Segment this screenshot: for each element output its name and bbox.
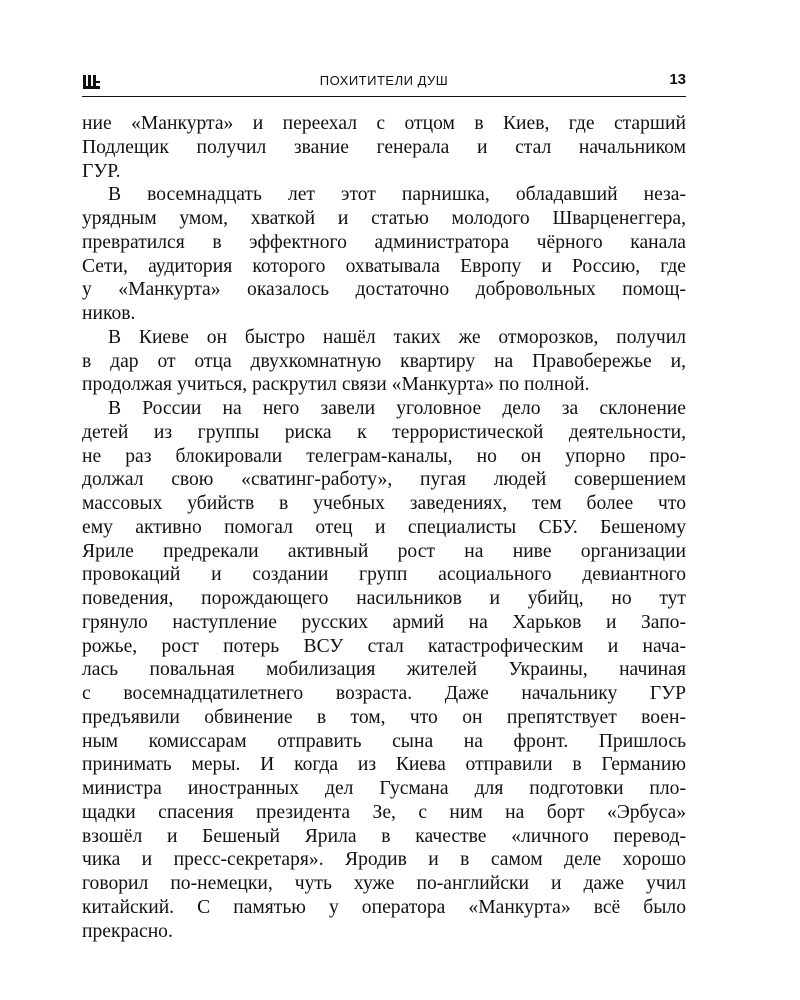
text-line: щадки спасения президента Зе, с ним на борт «Эрбуса» — [82, 801, 686, 823]
text-line: у «Манкурта» оказалось достаточно добровольных помощ- — [82, 279, 686, 301]
text-line: принимать меры. И когда из Киева отправили в Германию — [82, 754, 686, 776]
text-line: чика и пресс-секретаря». Яродив и в самом деле хорошо — [82, 849, 686, 871]
paragraph — [82, 326, 686, 397]
text-line: продолжая учиться, раскрутил связи «Манкурта» по полной. — [82, 374, 590, 396]
text-line: грянуло наступление русских армий на Харьков и Запо- — [82, 611, 686, 633]
text-line: ему активно помогал отец и специалисты СБУ. Бешеному — [82, 516, 686, 538]
text-line: предъявили обвинение в том, что он препятствует воен- — [82, 706, 686, 728]
text-line: министра иностранных дел Гусмана для подготовки пло- — [82, 778, 686, 799]
text-line: Яриле предрекали активный рост на ниве организации — [82, 540, 686, 562]
text-line: с восемнадцатилетнего возраста. Даже начальнику ГУР — [82, 683, 686, 704]
text-line: должал свою «сватинг-работу», пугая людей совершением — [82, 469, 686, 491]
text-line: В России на него завели уголовное дело за склонение — [108, 398, 686, 419]
text-line: провокаций и создании групп асоциального девиантного — [82, 564, 686, 586]
paragraph — [82, 183, 686, 326]
text-line: ников. — [82, 303, 136, 324]
book-title: ПОХИТИТЕЛИ ДУШ — [319, 73, 449, 88]
paragraph — [82, 112, 686, 183]
text-line: В восемнадцать лет этот парнишка, обладавший неза- — [108, 184, 686, 206]
text-line: ным комиссарам отправить сына на фронт. Пришлось — [82, 730, 686, 752]
text-line: в дар от отца двухкомнатную квартиру на Правобережье и, — [82, 350, 686, 372]
text-line: превратился в эффектного администратора чёрного канала — [82, 231, 686, 253]
text-line: детей из группы риска к террористической деятельности, — [82, 421, 686, 443]
text-line: ГУР. — [82, 160, 121, 182]
text-line: ние «Манкурта» и переехал с отцом в Киев, где старший — [82, 113, 686, 134]
text-line: Подлещик получил звание генерала и стал начальником — [82, 136, 686, 158]
body-text — [82, 112, 686, 943]
paragraph — [82, 397, 686, 943]
text-line: массовых убийств в учебных заведениях, тем более что — [82, 493, 686, 514]
text-line: китайский. С памятью у оператора «Манкурта» всё было — [82, 896, 686, 918]
text-line: не раз блокировали телеграм-каналы, но он упорно про- — [82, 445, 686, 467]
text-line: В Киеве он быстро нашёл таких же отморозков, получил — [108, 326, 686, 348]
text-line: лась повальная мобилизация жителей Украины, начиная — [82, 659, 686, 681]
text-line: Сети, аудитория которого охватывала Европу и Россию, где — [82, 255, 686, 277]
text-line: поведения, порождающего насильников и убийц, но тут — [82, 588, 686, 609]
page-number: 13 — [669, 71, 686, 88]
text-line: взошёл и Бешеный Ярила в качестве «личного перевод- — [82, 825, 686, 847]
text-line: прекрасно. — [82, 920, 173, 942]
running-header — [82, 70, 686, 97]
text-line: рожье, рост потерь ВСУ стал катастрофическим и нача- — [82, 635, 686, 657]
text-line: говорил по-немецки, чуть хуже по-английски и даже учил — [82, 873, 686, 894]
text-line: урядным умом, хваткой и статью молодого Шварценеггера, — [82, 208, 686, 229]
